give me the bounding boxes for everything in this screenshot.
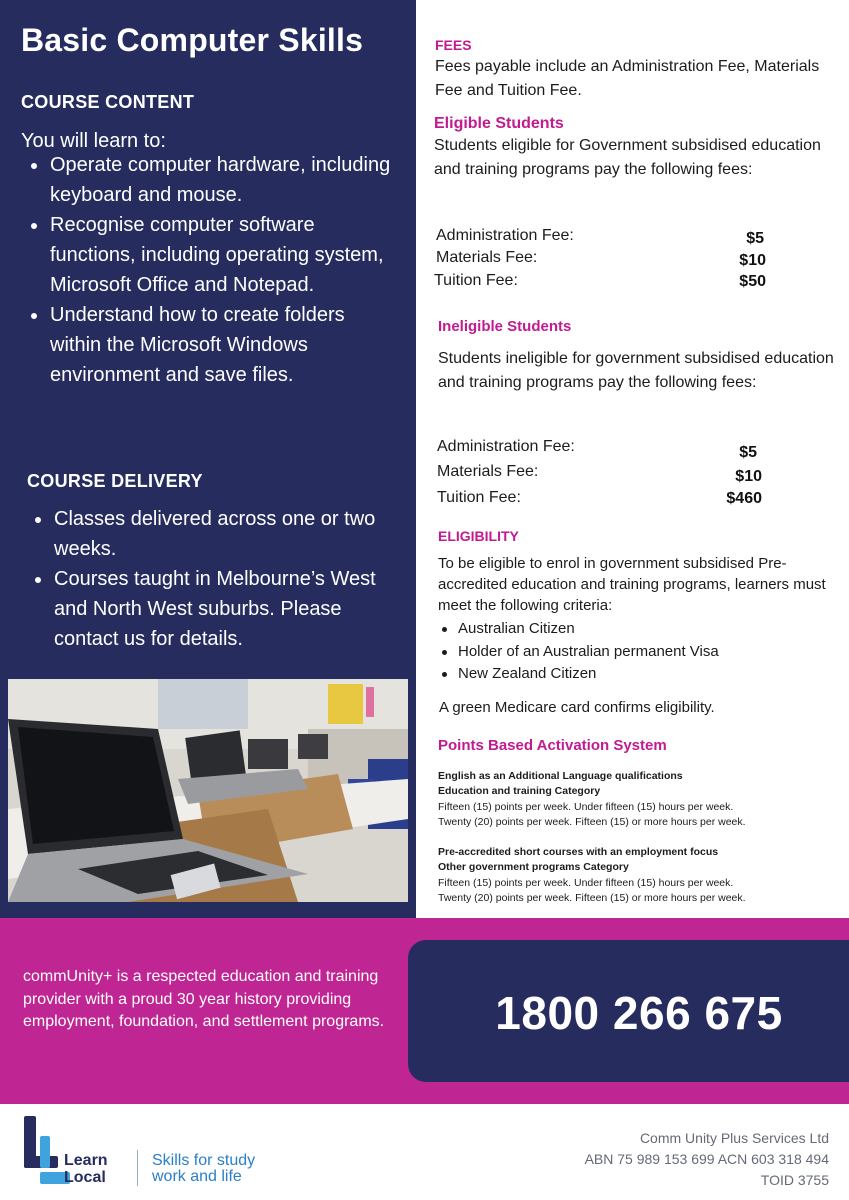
points-group-category: Education and training Category [438, 785, 601, 798]
list-item: New Zealand Citizen [438, 663, 719, 686]
course-content-list [21, 150, 391, 390]
eligibility-heading: ELIGIBILITY [438, 528, 519, 544]
ineligible-materials-fee-label: Materials Fee: [437, 463, 539, 480]
logo-word-learn: Learn [64, 1152, 108, 1169]
points-group-line: Twenty (20) points per week. Fifteen (15) or more hours per week. [438, 891, 746, 904]
points-group-1 [438, 769, 746, 830]
points-group-category: Other government programs Category [438, 861, 629, 874]
ineligible-tuition-fee-amount: $460 [726, 490, 762, 507]
eligible-students-heading: Eligible Students [434, 115, 564, 132]
list-item: Recognise computer software functions, including operating system, Microsoft Office and Notepad. [21, 210, 391, 300]
course-overview-panel [0, 0, 416, 918]
eligibility-criteria-list [438, 618, 719, 686]
points-group-title: Pre-accredited short courses with an employment focus [438, 846, 719, 858]
tagline-line: work and life [152, 1168, 242, 1185]
about-text: commUnity+ is a respected education and training provider with a proud 30 year history providing employment, foundation, and settlement programs. [23, 968, 385, 1030]
logo-tagline [152, 1153, 255, 1185]
list-item: Understand how to create folders within the Microsoft Windows environment and save files. [21, 300, 391, 390]
eligible-admin-fee-amount: $5 [746, 230, 764, 247]
company-toid: TOID 3755 [760, 1172, 829, 1188]
eligibility-note: A green Medicare card confirms eligibility. [439, 699, 715, 716]
logo-word-local: Local [64, 1169, 106, 1186]
company-abn: ABN 75 989 153 699 ACN 603 318 494 [584, 1151, 829, 1167]
course-content-heading: COURSE CONTENT [21, 92, 195, 112]
eligible-materials-fee-label: Materials Fee: [436, 249, 538, 266]
learn-local-logo-mark [22, 1114, 70, 1186]
list-item: Holder of an Australian permanent Visa [438, 641, 719, 664]
points-heading: Points Based Activation System [438, 737, 667, 754]
ineligible-students-heading: Ineligible Students [438, 318, 572, 335]
ineligible-tuition-fee-label: Tuition Fee: [437, 489, 521, 506]
list-item: Australian Citizen [438, 618, 719, 641]
list-item: Operate computer hardware, including keyboard and mouse. [21, 150, 391, 210]
eligible-materials-fee-amount: $10 [739, 252, 766, 269]
logo-divider [137, 1150, 138, 1186]
fees-text: Fees payable include an Administration Fee, Materials Fee and Tuition Fee. [435, 58, 820, 99]
course-content-intro: You will learn to: [21, 130, 166, 152]
ineligible-students-text: Students ineligible for government subsidised education and training programs pay the following fees: [438, 350, 834, 391]
ineligible-materials-fee-amount: $10 [735, 468, 762, 485]
points-group-line: Twenty (20) points per week. Fifteen (15) or more hours per week. [438, 815, 746, 828]
eligible-students-text: Students eligible for Government subsidised education and training programs pay the following fees: [434, 137, 821, 178]
ineligible-admin-fee-amount: $5 [739, 444, 757, 461]
points-group-title: English as an Additional Language qualifications [438, 770, 683, 782]
points-group-line: Fifteen (15) points per week. Under fifteen (15) hours per week. [438, 876, 734, 889]
list-item: Classes delivered across one or two weeks. [25, 504, 395, 564]
eligible-tuition-fee-label: Tuition Fee: [434, 272, 518, 289]
company-name: Comm Unity Plus Services Ltd [639, 1130, 829, 1146]
tagline-line: Skills for study [152, 1152, 256, 1169]
eligibility-text: To be eligible to enrol in government subsidised Pre-accredited education and training programs, learners must meet the following criteria: [438, 555, 826, 614]
learn-local-logo [22, 1114, 272, 1194]
company-details [585, 1128, 829, 1191]
course-delivery-list [25, 504, 395, 654]
fees-heading: FEES [435, 37, 472, 53]
phone-number[interactable]: 1800 266 675 [495, 987, 783, 1039]
points-group-2 [438, 845, 746, 906]
course-delivery-heading: COURSE DELIVERY [27, 471, 203, 491]
page-title: Basic Computer Skills [21, 22, 364, 58]
eligible-tuition-fee-amount: $50 [739, 273, 766, 290]
classroom-laptops-photo [8, 679, 408, 902]
eligible-admin-fee-label: Administration Fee: [436, 227, 574, 244]
ineligible-admin-fee-label: Administration Fee: [437, 438, 575, 455]
list-item: Courses taught in Melbourne’s West and North West suburbs. Please contact us for details. [25, 564, 395, 654]
points-group-line: Fifteen (15) points per week. Under fifteen (15) hours per week. [438, 800, 734, 813]
